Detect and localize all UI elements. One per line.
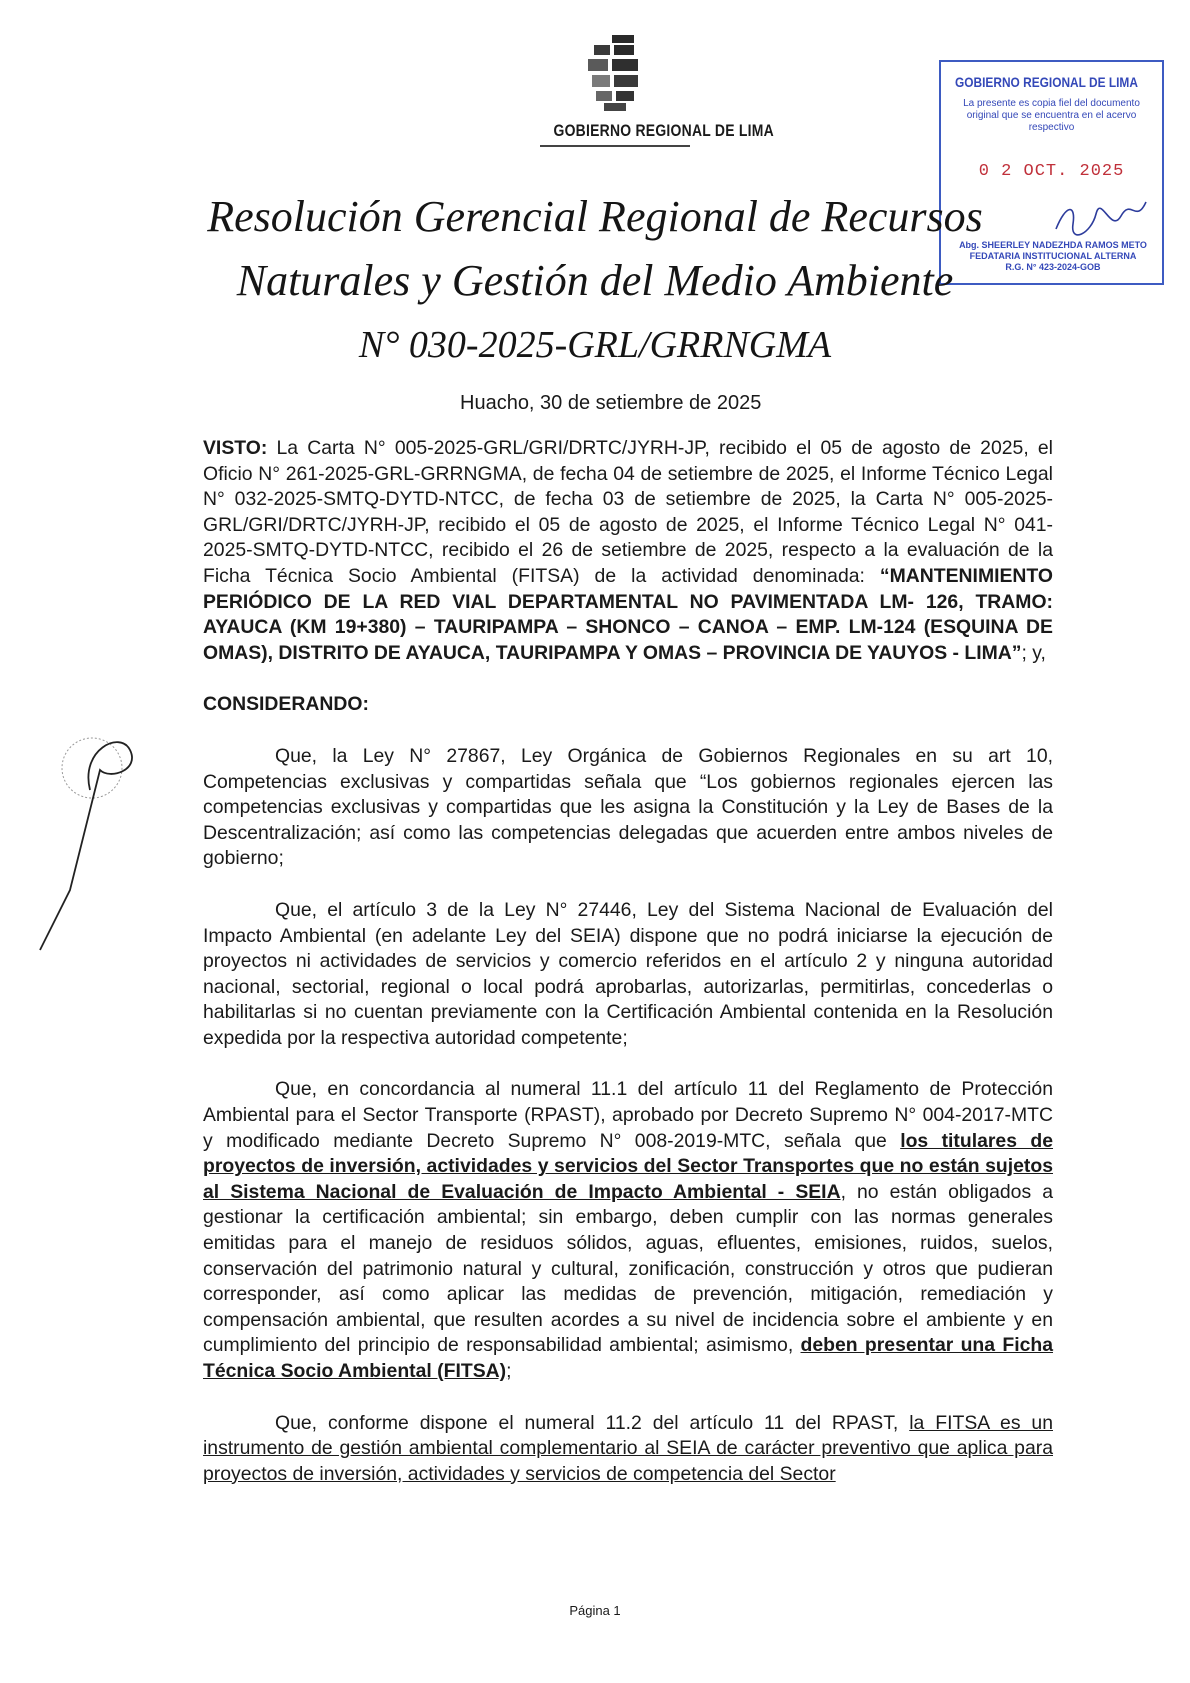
visto-label: VISTO: [203,437,268,459]
title-line-1: Resolución Gerencial Regional de Recursos [207,192,983,241]
paragraph-3-e: ; [506,1360,512,1382]
paragraph-4-underlined: la FITSA es un instrumento de gestión ambiental complementario al SEIA de carácter preventivo que aplica para proyectos de inversión, actividades y servicios de competencia del Sector [203,1411,1053,1485]
considerando-heading: CONSIDERANDO: [203,693,369,716]
stamp-signer-name: Abg. SHEERLEY NADEZHDA RAMOS METO [959,240,1147,250]
paragraph-1: Que, la Ley N° 27867, Ley Orgánica de Gobiernos Regionales en su art 10, Competencias exclusivas y compartidas señala que “Los gobiernos regionales ejercen las competencias exclusivas y compartidas que les asigna la Constitución y la Ley de Bases de la Descentralización; así como las competencias delegadas que acuerden entre ambos niveles de gobierno; [203,744,1053,870]
institution-name: GOBIERNO REGIONAL DE LIMA [553,121,774,140]
paragraph-3-c: , no están obligados a gestionar la certificación ambiental; sin embargo, deben cumplir con las normas generales emitidas para el manejo de residuos sólidos, aguas, efluentes, emisiones, ruidos, suelos, conservación del patrimonio natural y cultural, zonificación, construcción y otros que pudieran corresponder, así como aplicar las medidas de prevención, mitigación, remediación y compensación ambiental, que resulten acordes a su nivel de incidencia sobre el ambiente y en cumplimiento del principio de responsabilidad ambiental; asimismo, [203,1180,1053,1357]
logo-divider [540,145,690,147]
institution-logo [540,35,774,147]
stamp-signer-role: FEDATARIA INSTITUCIONAL ALTERNA [969,251,1137,261]
paragraph-2: Que, el artículo 3 de la Ley N° 27446, Ley del Sistema Nacional de Evaluación del Impacto Ambiental (en adelante Ley del SEIA) dispone que no podrá iniciarse la ejecución de proyectos ni actividades de servicios y comercio referidos en el artículo 2 y ninguna autoridad nacional, sectorial, regional o local podrá aprobarlas, autorizarlas, permitirlas, concederlas o habilitarlas si no cuentan previamente con la Certificación Ambiental contenida en la Resolución expedida por la respectiva autoridad competente; [203,898,1053,1049]
paragraph-3-a: Que, en concordancia al numeral 11.1 del artículo 11 del Reglamento de Protección Ambiental para el Sector Transporte (RPAST), aprobado por Decreto Supremo N° 004-2017-MTC y modificado mediante Decreto Supremo N° 008-2019-MTC, señala que [203,1078,1053,1152]
activity-name: “MANTENIMIENTO PERIÓDICO DE LA RED VIAL DEPARTAMENTAL NO PAVIMENTADA LM- 126, TRAMO: AYAUCA (KM 19+380) – TAURIPAMPA – SHONCO – CANOA – EMP. LM-124 (ESQUINA DE OMAS), DISTRITO DE AYAUCA, TAURIPAMPA Y OMAS – PROVINCIA DE YAUYOS - LIMA” [203,564,1053,664]
gobierno-regional-emblem-icon [584,35,646,113]
paragraph-3-emphasis: los titulares de proyectos de inversión, actividades y servicios del Sector Transportes que no están sujetos al Sistema Nacional de Evaluación de Impacto Ambiental - SEIA [203,1129,1054,1203]
page-number: Página 1 [569,1603,621,1618]
visto-text: La Carta N° 005-2025-GRL/GRI/DRTC/JYRH-JP, recibido el 05 de agosto de 2025, el Oficio N° 261-2025-GRL-GRRNGMA, de fecha 04 de setiembre de 2025, el Informe Técnico Legal N° 032-2025-SMTQ-DYTD-NTCC, de fecha 03 de setiembre de 2025, la Carta N° 005-2025-GRL/GRI/DRTC/JYRH-JP, recibido el 05 de agosto de 2025, el Informe Técnico Legal N° 041-2025-SMTQ-DYTD-NTCC, recibido el 26 de setiembre de 2025, respecto a la evaluación de la Ficha Técnica Socio Ambiental (FITSA) de la actividad denominada: [203,437,1053,587]
resolution-title [150,185,1040,377]
visto-tail: ; y, [1021,641,1046,664]
margin-initials-icon [30,730,160,970]
stamp-date: 0 2 OCT. 2025 [978,162,1125,181]
resolution-number: N° 030-2025-GRL/GRRNGMA [358,324,832,366]
stamp-note: La presente es copia fiel del documento original que se encuentra en el acervo respectivo [963,98,1140,133]
paragraph-3-fitsa: deben presentar una Ficha Técnica Socio Ambiental (FITSA) [203,1334,1053,1382]
paragraph-4 [203,1411,1053,1488]
title-line-2: Naturales y Gestión del Medio Ambiente [236,256,954,305]
visto-paragraph [203,436,1053,666]
paragraph-4-a: Que, conforme dispone el numeral 11.2 del artículo 11 del RPAST, [275,1411,910,1434]
stamp-org-name: GOBIERNO REGIONAL DE LIMA [955,74,1138,90]
date-line: Huacho, 30 de setiembre de 2025 [460,392,762,414]
stamp-signer-resolution: R.G. N° 423-2024-GOB [1005,262,1101,272]
document-body [203,436,1053,1487]
paragraph-3 [203,1077,1053,1384]
stamp-signature-icon [1051,194,1151,244]
